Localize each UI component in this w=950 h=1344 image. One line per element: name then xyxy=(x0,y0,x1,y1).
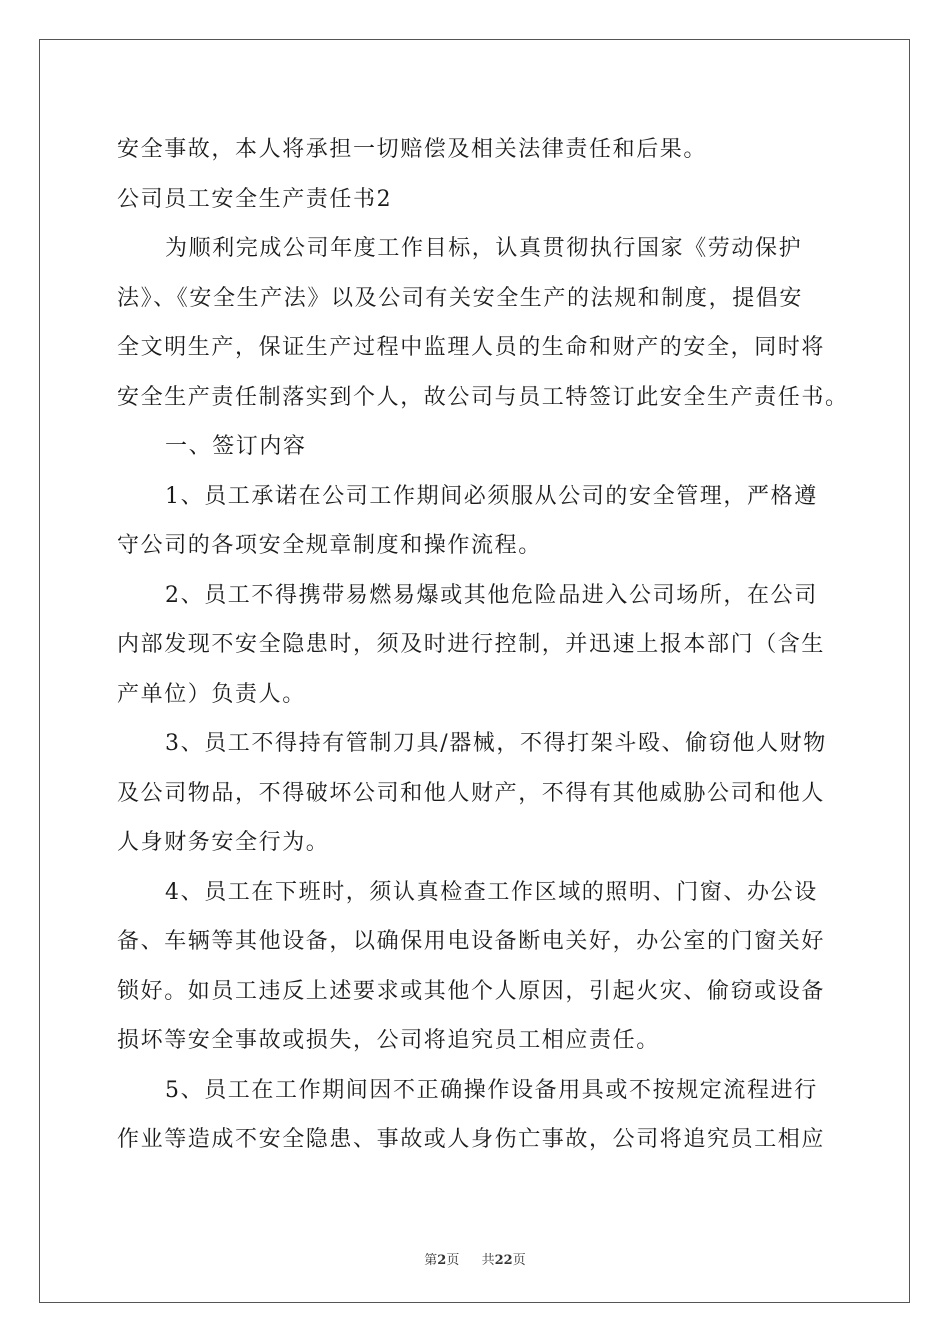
text-line: 3、员工不得持有管制刀具/器械，不得打架斗殴、偷窃他人财物 xyxy=(165,731,827,756)
text-line: 及公司物品，不得破坏公司和他人财产，不得有其他威胁公司和他人 xyxy=(117,780,826,806)
text-line: 损坏等安全事故或损失，公司将追究员工相应责任。 xyxy=(117,1028,660,1053)
text-line: 锁好。如员工违反上述要求或其他个人原因，引起火灾、偷窃或设备 xyxy=(117,978,826,1004)
page-suffix: 页 xyxy=(446,1253,460,1268)
text-line: 备、车辆等其他设备，以确保用电设备断电关好，办公室的门窗关好 xyxy=(117,929,826,954)
page-footer xyxy=(0,1249,950,1268)
text-line: 1、员工承诺在公司工作期间必须服从公司的安全管理，严格遵 xyxy=(165,483,818,509)
text-line: 人身财务安全行为。 xyxy=(117,830,330,855)
total-suffix: 页 xyxy=(512,1253,526,1268)
text-line: 2、员工不得携带易燃易爆或其他危险品进入公司场所，在公司 xyxy=(165,582,818,608)
text-line: 4、员工在下班时，须认真检查工作区域的照明、门窗、办公设 xyxy=(165,879,818,905)
text-line: 安全生产责任制落实到个人，故公司与员工特签订此安全生产责任书。 xyxy=(117,384,849,410)
text-line: 全文明生产，保证生产过程中监理人员的生命和财产的安全，同时将 xyxy=(117,335,826,360)
document-body xyxy=(117,125,849,1165)
text-line: 为顺利完成公司年度工作目标，认真贯彻执行国家《劳动保护 xyxy=(165,236,803,261)
text-line: 守公司的各项安全规章制度和操作流程。 xyxy=(117,533,542,558)
page-number: 2 xyxy=(437,1253,447,1268)
text-line: 5、员工在工作期间因不正确操作设备用具或不按规定流程进行 xyxy=(165,1077,818,1103)
section-title: 公司员工安全生产责任书2 xyxy=(117,186,393,212)
total-pages: 22 xyxy=(494,1253,513,1268)
subsection-heading: 一、签订内容 xyxy=(165,434,307,459)
text-line: 安全事故，本人将承担一切赔偿及相关法律责任和后果。 xyxy=(117,137,708,162)
text-line: 产单位）负责人。 xyxy=(117,681,306,707)
text-line: 作业等造成不安全隐患、事故或人身伤亡事故，公司将追究员工相应 xyxy=(117,1127,826,1152)
text-line: 内部发现不安全隐患时，须及时进行控制，并迅速上报本部门（含生 xyxy=(117,632,826,657)
page-prefix: 第 xyxy=(424,1253,438,1268)
total-prefix: 共 xyxy=(481,1253,495,1268)
text-line: 法》、《安全生产法》以及公司有关安全生产的法规和制度，提倡安 xyxy=(117,285,804,311)
